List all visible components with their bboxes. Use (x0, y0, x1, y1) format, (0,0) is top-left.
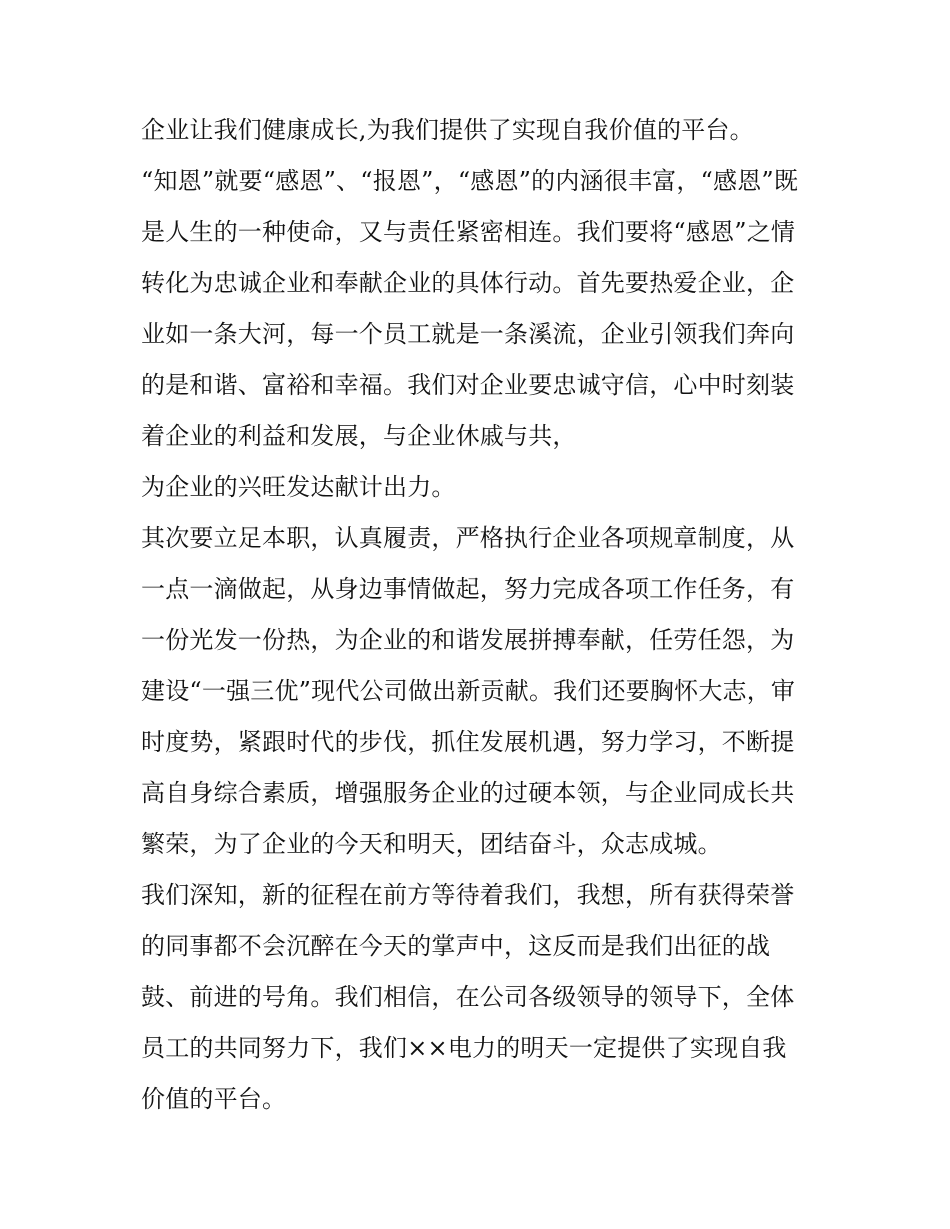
text-line: 企业让我们健康成长,为我们提供了实现自我价值的平台。 (141, 116, 754, 144)
text-line: 员工的共同努力下，我们××电力的明天一定提供了实现自我 (141, 1034, 787, 1062)
text-line: 的同事都不会沉醉在今天的掌声中，这反而是我们出征的战 (141, 932, 771, 960)
text-line: 为企业的兴旺发达献计出力。 (141, 473, 456, 501)
text-line: 我们深知，新的征程在前方等待着我们，我想，所有获得荣誉 (141, 881, 795, 909)
text-line: 业如一条大河，每一个员工就是一条溪流，企业引领我们奔向 (141, 320, 795, 348)
text-line: 时度势，紧跟时代的步伐，抓住发展机遇，努力学习，不断提 (141, 728, 795, 756)
text-line: 的是和谐、富裕和幸福。我们对企业要忠诚守信，心中时刻装 (141, 371, 795, 399)
text-line: 鼓、前进的号角。我们相信，在公司各级领导的领导下，全体 (141, 983, 795, 1011)
text-line: 一点一滴做起，从身边事情做起，努力完成各项工作任务，有 (141, 575, 795, 603)
text-line: 高自身综合素质，增强服务企业的过硬本领，与企业同成长共 (141, 779, 795, 807)
text-line: 建设“一强三优”现代公司做出新贡献。我们还要胸怀大志，审 (141, 677, 796, 705)
text-line: 是人生的一种使命，又与责任紧密相连。我们要将“感恩”之情 (141, 218, 796, 246)
text-line: 繁荣，为了企业的今天和明天，团结奋斗，众志成城。 (141, 830, 722, 858)
text-line: 价值的平台。 (141, 1085, 287, 1113)
text-line: 一份光发一份热，为企业的和谐发展拼搏奉献，任劳任怨，为 (141, 626, 795, 654)
text-line: 着企业的利益和发展，与企业休戚与共， (141, 422, 577, 450)
text-line: 转化为忠诚企业和奉献企业的具体行动。首先要热爱企业，企 (141, 269, 795, 297)
document-body (141, 105, 821, 1125)
text-line: 其次要立足本职，认真履责，严格执行企业各项规章制度，从 (141, 524, 795, 552)
text-line: “知恩”就要“感恩”、“报恩”，“感恩”的内涵很丰富，“感恩”既 (141, 167, 799, 195)
